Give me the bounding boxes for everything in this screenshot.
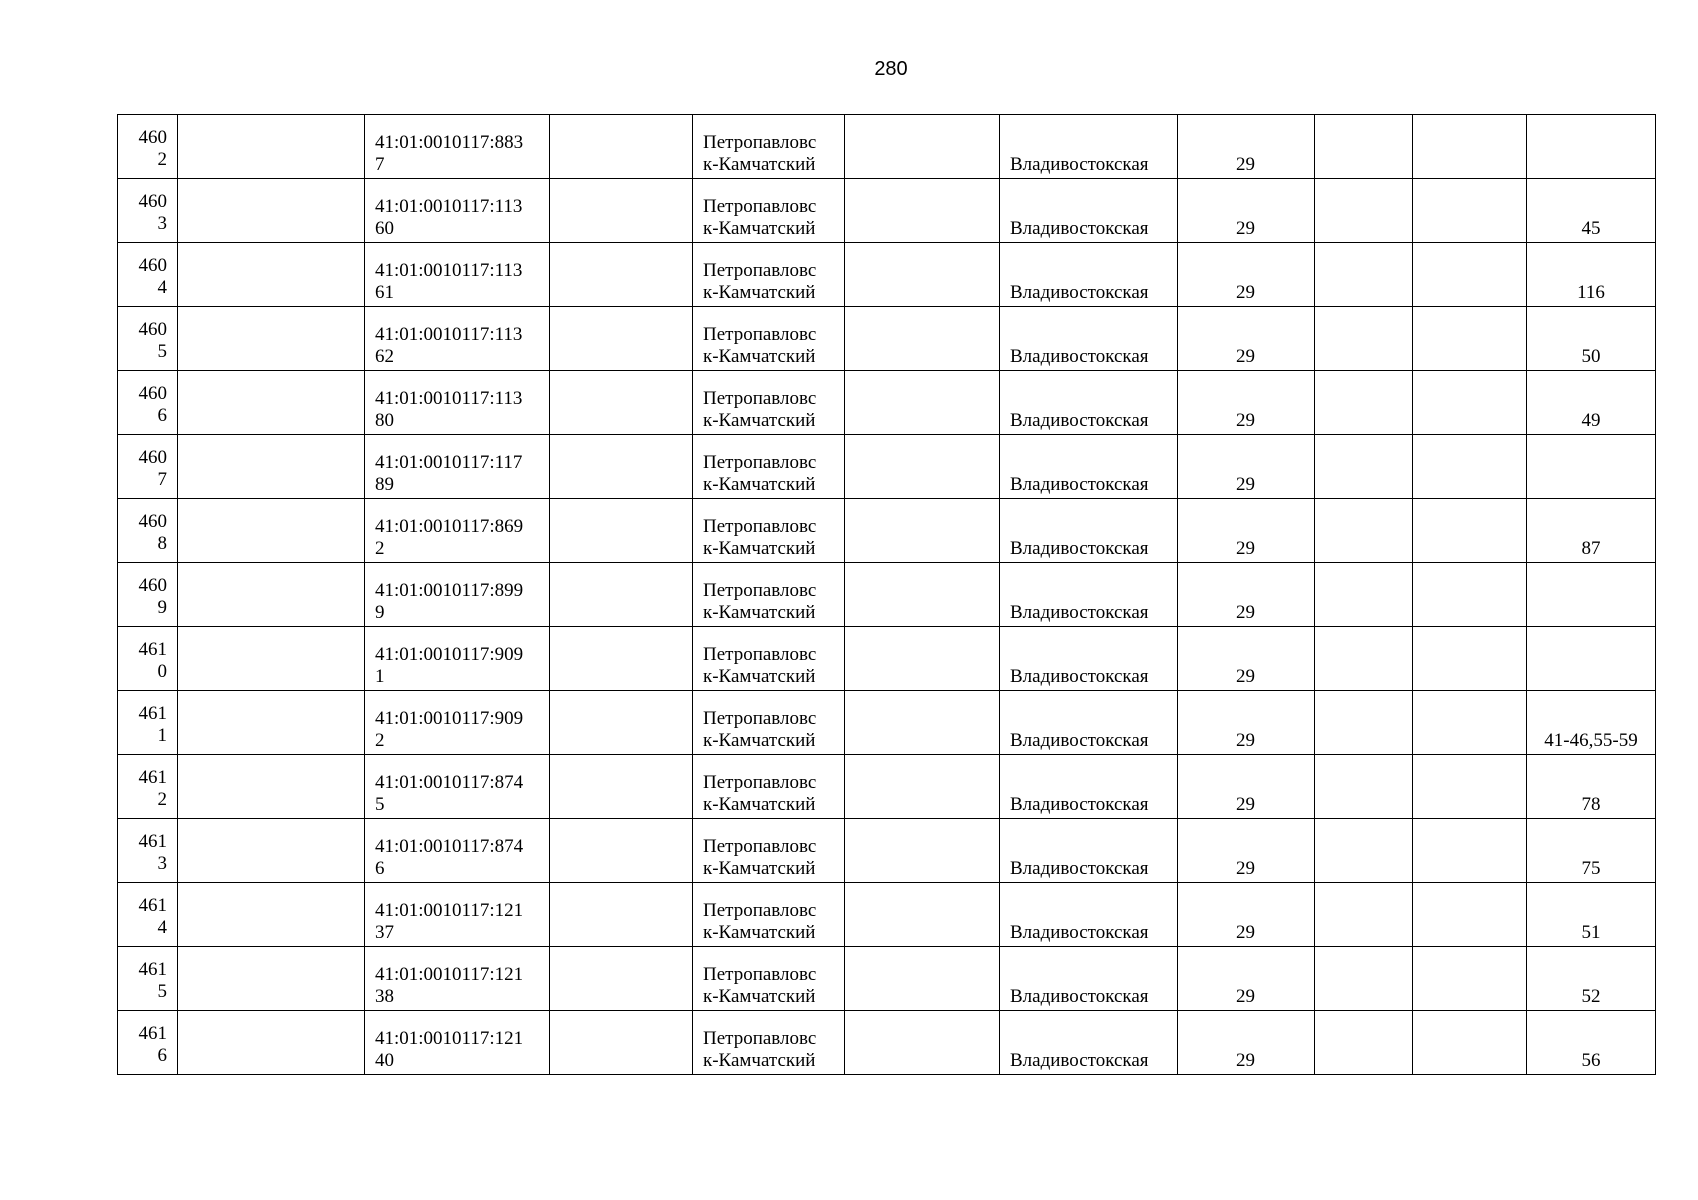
city-cell-line: Петропавловс — [703, 708, 817, 729]
city-cell — [693, 819, 845, 883]
city-cell-line: Петропавловс — [703, 580, 817, 601]
row-number-cell-line: 460 — [138, 383, 167, 404]
row-number-cell — [118, 115, 178, 179]
empty-cell — [1315, 1011, 1413, 1075]
house-cell: 29 — [1178, 1011, 1315, 1075]
house-cell: 29 — [1178, 563, 1315, 627]
row-number-cell-line: 461 — [138, 639, 167, 660]
house-cell: 29 — [1178, 883, 1315, 947]
empty-cell — [1413, 435, 1527, 499]
empty-cell — [550, 947, 693, 1011]
row-number-cell-line: 3 — [157, 213, 167, 234]
row-number-cell — [118, 243, 178, 307]
city-cell-line: к-Камчатский — [703, 282, 816, 303]
table-row — [118, 819, 1656, 883]
row-number-cell — [118, 563, 178, 627]
empty-cell — [1413, 883, 1527, 947]
city-cell-line: Петропавловс — [703, 324, 817, 345]
empty-cell — [178, 755, 365, 819]
city-cell — [693, 947, 845, 1011]
row-number-cell — [118, 627, 178, 691]
table-row — [118, 435, 1656, 499]
city-cell — [693, 883, 845, 947]
cadastral-number-cell-line: 5 — [375, 794, 385, 815]
cadastral-number-cell-line: 41:01:0010117:113 — [375, 260, 523, 281]
cadastral-number-cell-line: 41:01:0010117:113 — [375, 196, 523, 217]
row-number-cell-line: 1 — [157, 725, 167, 746]
apartment-cell — [1527, 435, 1656, 499]
empty-cell — [1413, 115, 1527, 179]
house-cell: 29 — [1178, 947, 1315, 1011]
row-number-cell-line: 7 — [157, 469, 167, 490]
row-number-cell-line: 5 — [157, 981, 167, 1002]
empty-cell — [550, 819, 693, 883]
cadastral-number-cell — [365, 947, 550, 1011]
empty-cell — [845, 1011, 1000, 1075]
empty-cell — [1413, 947, 1527, 1011]
cadastral-number-cell-line: 41:01:0010117:113 — [375, 324, 523, 345]
street-cell: Владивостокская — [1000, 755, 1178, 819]
empty-cell — [1315, 243, 1413, 307]
empty-cell — [1315, 115, 1413, 179]
apartment-cell: 87 — [1527, 499, 1656, 563]
city-cell-line: Петропавловс — [703, 836, 817, 857]
cadastral-number-cell-line: 89 — [375, 474, 394, 495]
row-number-cell-line: 6 — [157, 405, 167, 426]
empty-cell — [550, 243, 693, 307]
table-row — [118, 563, 1656, 627]
empty-cell — [550, 115, 693, 179]
empty-cell — [845, 563, 1000, 627]
street-cell: Владивостокская — [1000, 499, 1178, 563]
cadastral-number-cell-line: 41:01:0010117:883 — [375, 132, 524, 153]
row-number-cell-line: 8 — [157, 533, 167, 554]
cadastral-number-cell-line: 41:01:0010117:869 — [375, 516, 524, 537]
empty-cell — [178, 691, 365, 755]
row-number-cell — [118, 1011, 178, 1075]
city-cell — [693, 691, 845, 755]
city-cell-line: Петропавловс — [703, 900, 817, 921]
row-number-cell — [118, 819, 178, 883]
row-number-cell-line: 461 — [138, 703, 167, 724]
apartment-cell: 41-46,55-59 — [1527, 691, 1656, 755]
apartment-cell: 50 — [1527, 307, 1656, 371]
table-row — [118, 691, 1656, 755]
city-cell — [693, 179, 845, 243]
street-cell: Владивостокская — [1000, 115, 1178, 179]
apartment-cell: 51 — [1527, 883, 1656, 947]
empty-cell — [178, 371, 365, 435]
row-number-cell-line: 460 — [138, 255, 167, 276]
empty-cell — [845, 435, 1000, 499]
cadastral-number-cell-line: 9 — [375, 602, 385, 623]
cadastral-number-cell — [365, 691, 550, 755]
empty-cell — [178, 499, 365, 563]
table-row — [118, 1011, 1656, 1075]
empty-cell — [1413, 179, 1527, 243]
row-number-cell — [118, 179, 178, 243]
cadastral-number-cell — [365, 307, 550, 371]
cadastral-number-cell-line: 41:01:0010117:909 — [375, 644, 524, 665]
street-cell: Владивостокская — [1000, 627, 1178, 691]
table-row — [118, 499, 1656, 563]
empty-cell — [1315, 499, 1413, 563]
cadastral-number-cell — [365, 371, 550, 435]
row-number-cell — [118, 883, 178, 947]
table-row — [118, 371, 1656, 435]
apartment-cell: 78 — [1527, 755, 1656, 819]
empty-cell — [1413, 563, 1527, 627]
street-cell: Владивостокская — [1000, 371, 1178, 435]
city-cell-line: к-Камчатский — [703, 794, 816, 815]
empty-cell — [845, 307, 1000, 371]
cadastral-number-cell — [365, 435, 550, 499]
row-number-cell-line: 460 — [138, 127, 167, 148]
empty-cell — [1315, 755, 1413, 819]
street-cell: Владивостокская — [1000, 947, 1178, 1011]
empty-cell — [550, 1011, 693, 1075]
cadastral-number-cell — [365, 755, 550, 819]
empty-cell — [845, 883, 1000, 947]
house-cell: 29 — [1178, 819, 1315, 883]
row-number-cell — [118, 499, 178, 563]
row-number-cell — [118, 307, 178, 371]
empty-cell — [550, 627, 693, 691]
cadastral-number-cell — [365, 115, 550, 179]
cadastral-number-cell-line: 41:01:0010117:899 — [375, 580, 524, 601]
city-cell-line: Петропавловс — [703, 644, 817, 665]
empty-cell — [845, 819, 1000, 883]
city-cell-line: Петропавловс — [703, 260, 817, 281]
house-cell: 29 — [1178, 627, 1315, 691]
empty-cell — [178, 627, 365, 691]
row-number-cell-line: 2 — [157, 789, 167, 810]
empty-cell — [845, 115, 1000, 179]
table-row — [118, 947, 1656, 1011]
table-row — [118, 243, 1656, 307]
row-number-cell-line: 2 — [157, 149, 167, 170]
cadastral-number-cell-line: 2 — [375, 538, 385, 559]
street-cell: Владивостокская — [1000, 819, 1178, 883]
street-cell: Владивостокская — [1000, 563, 1178, 627]
empty-cell — [1315, 819, 1413, 883]
table-row — [118, 115, 1656, 179]
row-number-cell — [118, 435, 178, 499]
city-cell — [693, 1011, 845, 1075]
street-cell: Владивостокская — [1000, 435, 1178, 499]
apartment-cell — [1527, 563, 1656, 627]
empty-cell — [550, 435, 693, 499]
street-cell: Владивостокская — [1000, 1011, 1178, 1075]
empty-cell — [178, 243, 365, 307]
empty-cell — [845, 691, 1000, 755]
empty-cell — [178, 115, 365, 179]
city-cell-line: Петропавловс — [703, 452, 817, 473]
empty-cell — [845, 371, 1000, 435]
city-cell-line: к-Камчатский — [703, 666, 816, 687]
registry-table — [117, 114, 1656, 1075]
row-number-cell — [118, 947, 178, 1011]
cadastral-number-cell-line: 1 — [375, 666, 385, 687]
row-number-cell-line: 461 — [138, 1023, 167, 1044]
row-number-cell-line: 461 — [138, 767, 167, 788]
city-cell — [693, 755, 845, 819]
apartment-cell — [1527, 627, 1656, 691]
house-cell: 29 — [1178, 179, 1315, 243]
apartment-cell: 56 — [1527, 1011, 1656, 1075]
house-cell: 29 — [1178, 371, 1315, 435]
city-cell-line: к-Камчатский — [703, 602, 816, 623]
cadastral-number-cell-line: 7 — [375, 154, 385, 175]
cadastral-number-cell-line: 2 — [375, 730, 385, 751]
apartment-cell: 75 — [1527, 819, 1656, 883]
row-number-cell-line: 461 — [138, 959, 167, 980]
row-number-cell-line: 461 — [138, 831, 167, 852]
cadastral-number-cell-line: 41:01:0010117:121 — [375, 900, 524, 921]
empty-cell — [1413, 243, 1527, 307]
empty-cell — [178, 819, 365, 883]
empty-cell — [550, 179, 693, 243]
table-row — [118, 307, 1656, 371]
empty-cell — [845, 627, 1000, 691]
city-cell — [693, 115, 845, 179]
street-cell: Владивостокская — [1000, 883, 1178, 947]
city-cell-line: к-Камчатский — [703, 474, 816, 495]
row-number-cell-line: 3 — [157, 853, 167, 874]
row-number-cell-line: 460 — [138, 319, 167, 340]
empty-cell — [1413, 627, 1527, 691]
row-number-cell-line: 460 — [138, 447, 167, 468]
empty-cell — [550, 883, 693, 947]
city-cell-line: к-Камчатский — [703, 538, 816, 559]
city-cell — [693, 435, 845, 499]
empty-cell — [550, 307, 693, 371]
apartment-cell — [1527, 115, 1656, 179]
city-cell-line: к-Камчатский — [703, 986, 816, 1007]
table-row — [118, 883, 1656, 947]
apartment-cell: 45 — [1527, 179, 1656, 243]
cadastral-number-cell — [365, 883, 550, 947]
city-cell — [693, 243, 845, 307]
cadastral-number-cell-line: 37 — [375, 922, 394, 943]
empty-cell — [178, 883, 365, 947]
city-cell-line: Петропавловс — [703, 964, 817, 985]
empty-cell — [178, 435, 365, 499]
empty-cell — [1413, 307, 1527, 371]
empty-cell — [550, 755, 693, 819]
house-cell: 29 — [1178, 435, 1315, 499]
cadastral-number-cell-line: 6 — [375, 858, 385, 879]
cadastral-number-cell-line: 62 — [375, 346, 394, 367]
apartment-cell: 52 — [1527, 947, 1656, 1011]
table-row — [118, 755, 1656, 819]
empty-cell — [178, 947, 365, 1011]
empty-cell — [178, 179, 365, 243]
cadastral-number-cell — [365, 819, 550, 883]
cadastral-number-cell-line: 41:01:0010117:121 — [375, 964, 524, 985]
row-number-cell-line: 460 — [138, 191, 167, 212]
cadastral-number-cell-line: 38 — [375, 986, 394, 1007]
cadastral-number-cell — [365, 499, 550, 563]
empty-cell — [1315, 435, 1413, 499]
cadastral-number-cell — [365, 179, 550, 243]
empty-cell — [1315, 947, 1413, 1011]
city-cell — [693, 563, 845, 627]
empty-cell — [550, 563, 693, 627]
house-cell: 29 — [1178, 499, 1315, 563]
empty-cell — [1413, 371, 1527, 435]
empty-cell — [845, 755, 1000, 819]
city-cell-line: к-Камчатский — [703, 858, 816, 879]
empty-cell — [845, 179, 1000, 243]
empty-cell — [178, 563, 365, 627]
row-number-cell-line: 6 — [157, 1045, 167, 1066]
cadastral-number-cell-line: 60 — [375, 218, 394, 239]
city-cell — [693, 371, 845, 435]
row-number-cell-line: 4 — [157, 277, 167, 298]
empty-cell — [1315, 307, 1413, 371]
empty-cell — [1315, 371, 1413, 435]
row-number-cell-line: 9 — [157, 597, 167, 618]
cadastral-number-cell-line: 41:01:0010117:874 — [375, 772, 524, 793]
house-cell: 29 — [1178, 307, 1315, 371]
table-row — [118, 179, 1656, 243]
row-number-cell-line: 4 — [157, 917, 167, 938]
empty-cell — [845, 499, 1000, 563]
empty-cell — [1413, 499, 1527, 563]
city-cell — [693, 627, 845, 691]
street-cell: Владивостокская — [1000, 243, 1178, 307]
city-cell — [693, 307, 845, 371]
city-cell-line: Петропавловс — [703, 516, 817, 537]
city-cell-line: к-Камчатский — [703, 1050, 816, 1071]
cadastral-number-cell — [365, 243, 550, 307]
city-cell-line: к-Камчатский — [703, 730, 816, 751]
city-cell-line: Петропавловс — [703, 772, 817, 793]
house-cell: 29 — [1178, 243, 1315, 307]
house-cell: 29 — [1178, 115, 1315, 179]
apartment-cell: 116 — [1527, 243, 1656, 307]
city-cell-line: к-Камчатский — [703, 410, 816, 431]
empty-cell — [178, 1011, 365, 1075]
apartment-cell: 49 — [1527, 371, 1656, 435]
row-number-cell-line: 460 — [138, 575, 167, 596]
city-cell-line: к-Камчатский — [703, 218, 816, 239]
empty-cell — [550, 371, 693, 435]
empty-cell — [1315, 179, 1413, 243]
street-cell: Владивостокская — [1000, 307, 1178, 371]
city-cell-line: к-Камчатский — [703, 922, 816, 943]
house-cell: 29 — [1178, 755, 1315, 819]
city-cell-line: Петропавловс — [703, 1028, 817, 1049]
cadastral-number-cell-line: 80 — [375, 410, 394, 431]
cadastral-number-cell — [365, 1011, 550, 1075]
empty-cell — [845, 947, 1000, 1011]
empty-cell — [1315, 883, 1413, 947]
cadastral-number-cell-line: 41:01:0010117:909 — [375, 708, 524, 729]
empty-cell — [1413, 691, 1527, 755]
cadastral-number-cell-line: 61 — [375, 282, 394, 303]
empty-cell — [178, 307, 365, 371]
cadastral-number-cell-line: 41:01:0010117:874 — [375, 836, 524, 857]
empty-cell — [1413, 1011, 1527, 1075]
house-cell: 29 — [1178, 691, 1315, 755]
city-cell — [693, 499, 845, 563]
cadastral-number-cell-line: 41:01:0010117:113 — [375, 388, 523, 409]
row-number-cell — [118, 755, 178, 819]
cadastral-number-cell-line: 41:01:0010117:117 — [375, 452, 523, 473]
table-body — [118, 115, 1656, 1075]
cadastral-number-cell-line: 40 — [375, 1050, 394, 1071]
empty-cell — [1413, 755, 1527, 819]
empty-cell — [1413, 819, 1527, 883]
cadastral-number-cell — [365, 563, 550, 627]
row-number-cell-line: 461 — [138, 895, 167, 916]
city-cell-line: Петропавловс — [703, 196, 817, 217]
cadastral-number-cell-line: 41:01:0010117:121 — [375, 1028, 524, 1049]
row-number-cell — [118, 691, 178, 755]
city-cell-line: Петропавловс — [703, 132, 817, 153]
street-cell: Владивостокская — [1000, 691, 1178, 755]
empty-cell — [1315, 563, 1413, 627]
empty-cell — [845, 243, 1000, 307]
city-cell-line: Петропавловс — [703, 388, 817, 409]
row-number-cell-line: 460 — [138, 511, 167, 532]
row-number-cell-line: 5 — [157, 341, 167, 362]
empty-cell — [550, 499, 693, 563]
street-cell: Владивостокская — [1000, 179, 1178, 243]
empty-cell — [1315, 691, 1413, 755]
page-number: 280 — [874, 58, 908, 80]
row-number-cell-line: 0 — [157, 661, 167, 682]
cadastral-number-cell — [365, 627, 550, 691]
table-row — [118, 627, 1656, 691]
city-cell-line: к-Камчатский — [703, 346, 816, 367]
empty-cell — [550, 691, 693, 755]
empty-cell — [1315, 627, 1413, 691]
row-number-cell — [118, 371, 178, 435]
city-cell-line: к-Камчатский — [703, 154, 816, 175]
